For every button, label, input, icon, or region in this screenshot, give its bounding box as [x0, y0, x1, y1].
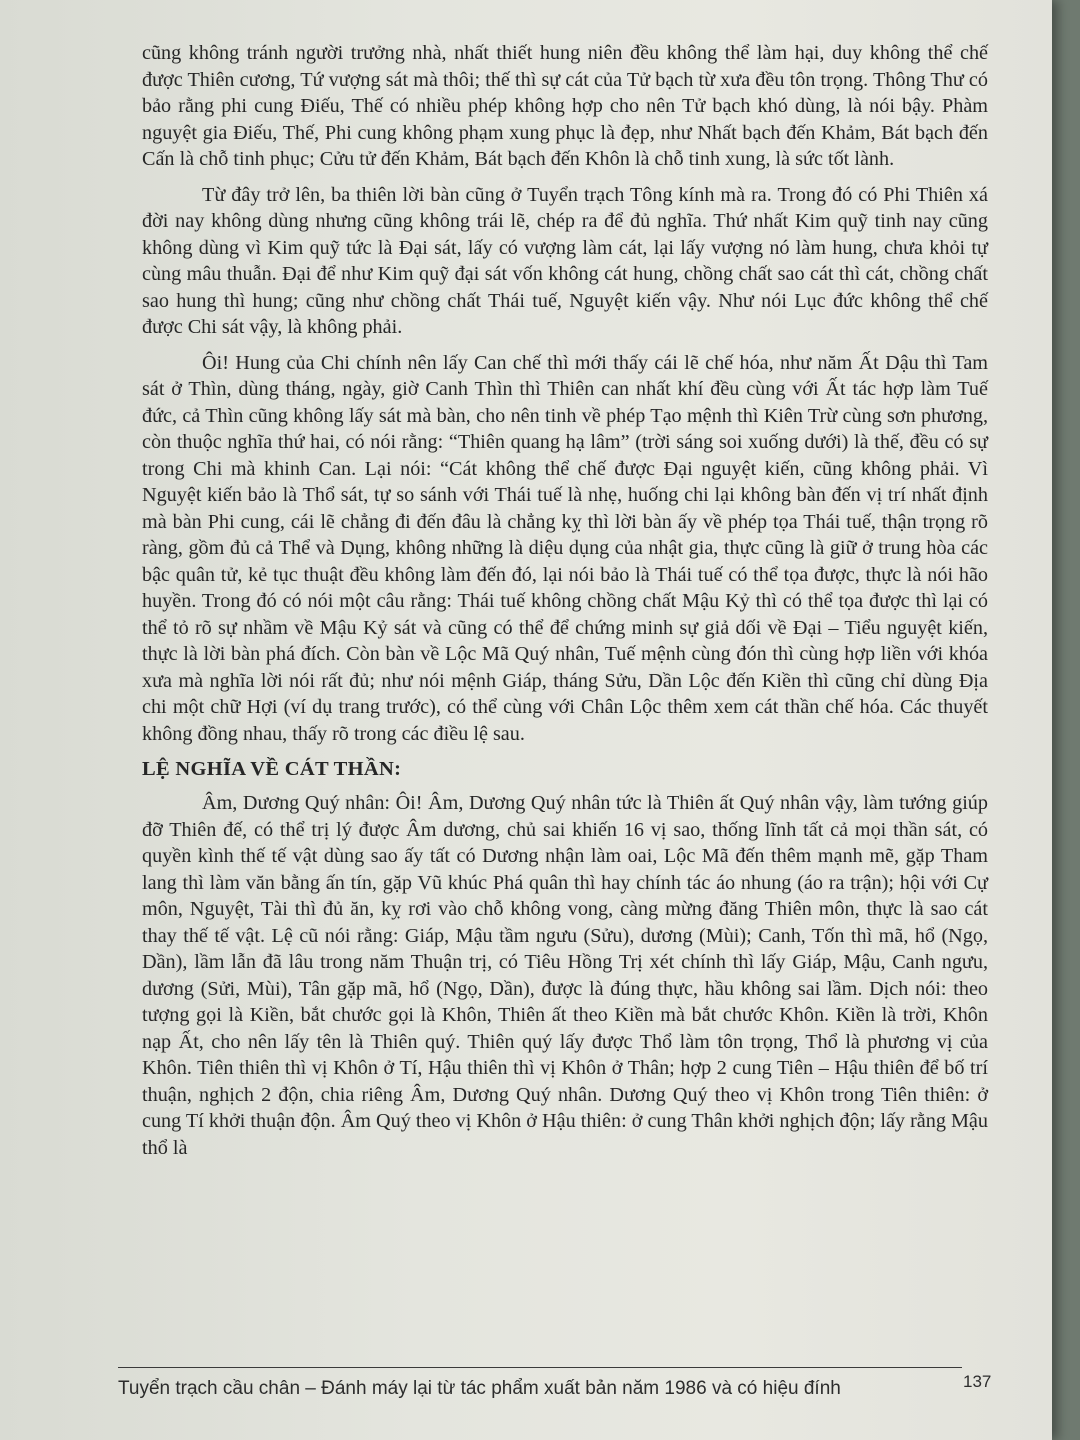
body-text: [142, 40, 988, 1170]
paragraph-3: Ôi! Hung của Chi chính nên lấy Can chế thì mới thấy cái lẽ chế hóa, như năm Ất Dậu thì Tam sát ở Thìn, dùng tháng, ngày, giờ Canh Thìn thì Thiên can nhất khí đều cùng với Ất tác hợp làm Tuế đức, cả Thìn cũng không lấy sát mà bàn, cho nên tinh về phép Tạo mệnh thì Kiên Trừ cùng sơn phương, còn thuộc nghĩa thứ hai, có nói rằng: “Thiên quang hạ lâm” (trời sáng soi xuống dưới) là thế, đều có sự trong Chi mà khinh Can. Lại nói: “Cát không thể chế được Đại nguyệt kiến, cũng không phải. Vì Nguyệt kiến bảo là Thổ sát, tự so sánh với Thái tuế là nhẹ, huống chi lại không bàn đến vị trí nhất định mà bàn Phi cung, cái lẽ chẳng đi đến đâu là chẳng kỵ thì lời bàn ấy về phép tọa Thái tuế, thận trọng rõ ràng, gồm đủ cả Thể và Dụng, không những là diệu dụng của nhật gia, thực cũng là giữ ở trung hòa các bậc quân tử, kẻ tục thuật đều không làm đến đó, lại nói bảo là Thái tuế có thể tọa được, thực là nói hão huyền. Trong đó có nói một câu rằng: Thái tuế không chồng chất Mậu Kỷ thì có thể tọa được thì lại có thể tỏ rõ sự nhầm về Mậu Kỷ sát và cũng có thể để chứng minh sự giả dối về Đại – Tiểu nguyệt kiến, thực là lời bàn phá đích. Còn bàn về Lộc Mã Quý nhân, Tuế mệnh cùng đón thì cùng hợp liền với khóa xưa mà nghĩa lời nói rất đủ; như nói mệnh Giáp, tháng Sửu, Dần Lộc đến Kiền thì cũng chỉ dùng Địa chi một chữ Hợi (ví dụ trang trước), có thể cùng với Chân Lộc thêm xem cát thần chế hóa. Các thuyết không đồng nhau, thấy rõ trong các điều lệ sau.: [142, 351, 988, 745]
running-footer: Tuyển trạch cầu chân – Đánh máy lại từ tác phẩm xuất bản năm 1986 và có hiệu đính: [118, 1378, 841, 1399]
section-heading: LỆ NGHĨA VỀ CÁT THẦN:: [142, 758, 402, 780]
paragraph-1: cũng không tránh người trưởng nhà, nhất thiết hung niên đều không thể làm hại, duy không thể chế được Thiên cương, Tứ vượng sát mà thôi; thế thì sự cát của Tử bạch từ xưa đều tôn trọng. Thông Thư có bảo rằng phi cung Điếu, Thế có nhiều phép không hợp cho nên Tử bạch khó dùng, là nói bậy. Phàm nguyệt gia Điếu, Thế, Phi cung không phạm xung phục là đẹp, như Nhất bạch đến Khảm, Bát bạch đến Cấn là chỗ tinh phục; Cửu tử đến Khảm, Bát bạch đến Khôn là chỗ tinh xung, là sức tốt lành.: [142, 42, 988, 170]
paragraph-2: Từ đây trở lên, ba thiên lời bàn cũng ở Tuyển trạch Tông kính mà ra. Trong đó có Phi Thiên xá đời nay không dùng nhưng cũng không trái lẽ, chép ra để đủ nghĩa. Thứ nhất Kim quỹ tinh nay cũng không dùng vì Kim quỹ tức là Đại sát, lấy có vượng làm cát, lại lấy vượng nó làm hung, chưa khỏi tự cùng mâu thuẫn. Đại để như Kim quỹ đại sát vốn không cát hung, chồng chất sao cát thì cát, chồng chất sao hung thì hung; cũng như chồng chất Thái tuế, Nguyệt kiến vậy. Như nói Lục đức không thể chế được Chi sát vậy, là không phải.: [142, 183, 988, 338]
paragraph-4: Âm, Dương Quý nhân: Ôi! Âm, Dương Quý nhân tức là Thiên ất Quý nhân vậy, làm tướng giúp đỡ Thiên đế, có thể trị lý được Âm dương, chủ sai khiến 16 vị sao, thống lĩnh tất cả mọi thần sát, có quyền kình thế tế vật dùng sao ấy tất có Dương nhận làm oai, Lộc Mã đến thêm mạnh mẽ, gặp Tham lang thì làm văn bằng ấn tín, gặp Vũ khúc Phá quân thì hay chính tác áo nhung (áo ra trận); hội với Cự môn, Nguyệt, Tài thì đủ ăn, kỵ rơi vào chỗ không vong, càng mừng đăng Thiên môn, thực là sao cát thay thế tế vật. Lệ cũ nói rằng: Giáp, Mậu tầm ngưu (Sửu), dương (Mùi); Canh, Tốn thì mã, hổ (Ngọ, Dần), lầm lẫn đã lâu trong năm Thuận trị, có Tiêu Hồng Trị xét chính thì lấy Giáp, Mậu, Canh ngưu, dương (Sửi, Mùi), Tân gặp mã, hổ (Ngọ, Dần), được là đúng thực, hầu không sai lầm. Dịch nói: theo tượng gọi là Kiền, bắt chước gọi là Khôn, Thiên ất theo Kiền mà bắt chước Khôn. Kiền là trời, Khôn nạp Ất, cho nên lấy tên là Thiên quý. Thiên quý lấy được Thổ làm tôn trọng, Thổ là phương vị của Khôn. Tiên thiên thì vị Khôn ở Tí, Hậu thiên thì vị Khôn ở Thân; hợp 2 cung Tiên – Hậu thiên để bố trí thuận, nghịch 2 độn, chia riêng Âm, Dương Quý nhân. Dương Quý theo vị Khôn trong Tiên thiên: ở cung Tí khởi thuận độn. Âm Quý theo vị Khôn ở Hậu thiên: ở cung Thân khởi nghịch độn; lấy rằng Mậu thổ là: [142, 792, 988, 1159]
page-number: 137: [963, 1372, 992, 1391]
footer-divider: [118, 1367, 962, 1368]
